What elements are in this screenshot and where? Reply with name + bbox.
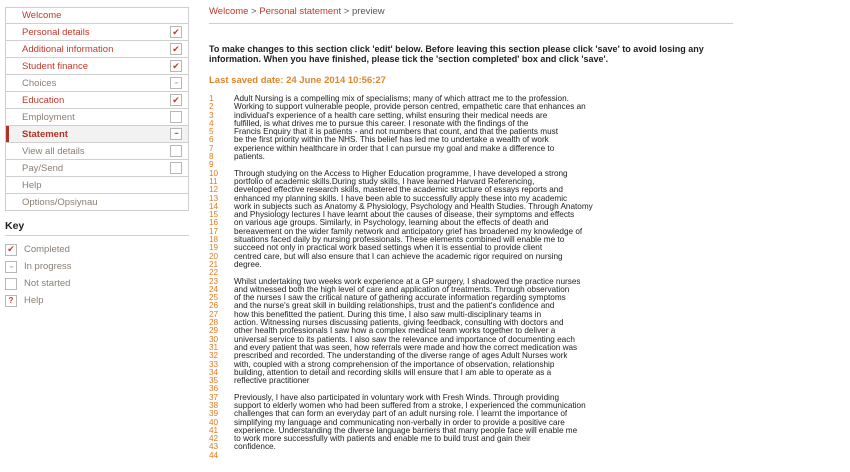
dots-icon: ∙∙∙ [5,261,17,273]
line-text: reflective practitioner [234,377,310,386]
key-item[interactable] [5,292,189,309]
breadcrumb-welcome-link[interactable]: Welcome [209,6,249,17]
line-text: and every patient that was seen, how referrals were made and how the correct medication was [234,343,578,352]
line-text: on various age groups. Similarly, in Psychology, learning about the effects of death and [234,219,549,228]
line-text: building, attention to detail and recording skills will ensure that I am able to operate as a [234,368,552,377]
line-number: 18 [209,235,219,245]
key-item-label: In progress [24,261,72,272]
sidebar-item-additional-information[interactable] [5,41,189,58]
sidebar-item-label: Help [22,179,42,191]
statement-line [209,253,733,261]
line-number: 14 [209,201,219,211]
line-text: prescribed and recorded. The understanding of the diverse range of ages Adult Nurses work [234,352,568,361]
statement-line [209,178,733,186]
status-key [5,220,189,309]
sidebar-nav [5,7,189,211]
sidebar-item-statement[interactable] [5,126,189,143]
line-text: other health professionals I saw how a complex medical team works together to deliver a [234,327,556,336]
statement-line [209,203,733,211]
line-number: 6 [209,135,214,145]
line-number: 17 [209,226,219,236]
line-text: Through studying on the Access to Higher Education programme, I have developed a strong [234,169,568,178]
statement-line [209,186,733,194]
line-text: be the first priority within the NHS. This belief has led me to undertake a wealth of work [234,136,549,145]
line-number: 20 [209,251,219,261]
statement-line [209,261,733,269]
sidebar-item-label: Education [22,94,65,106]
line-number: 10 [209,168,219,178]
statement-line [209,286,733,294]
sidebar-item-employment[interactable] [5,109,189,126]
line-number: 35 [209,376,219,386]
empty-box-icon [170,111,182,123]
key-item [5,241,189,258]
statement-line [209,120,733,128]
line-text: to work more successfully with patients and enable me to build trust and gain their [234,435,531,444]
sidebar-item-label: Welcome [22,10,62,21]
line-text: portfolio of academic skills.During study skills, I have learned Harvard Referencing, [234,177,535,186]
line-number: 4 [209,118,214,128]
statement-line [209,145,733,153]
statement-line [209,311,733,319]
sidebar-item-help[interactable] [5,177,189,194]
line-number: 15 [209,210,219,220]
line-number: 13 [209,193,219,203]
statement-line [209,385,733,393]
sidebar-item-pay-send[interactable] [5,160,189,177]
line-number: 27 [209,309,219,319]
line-text: Adult Nursing is a compelling mix of specialisms; many of which attract me to the profession. [234,95,569,103]
statement-line [209,278,733,286]
tick-icon: ✔ [170,60,182,72]
line-text: developed effective research skills, mastered the academic structure of essays reports and [234,186,563,195]
statement-line [209,161,733,169]
statement-line [209,394,733,402]
tick-icon: ✔ [170,94,182,106]
line-text: Francis Enquiry that it is patients - and not numbers that count, and that the patients must [234,128,559,137]
line-text: simplifying my language and communicating non-verbally in order to provide a positive care [234,418,565,427]
line-number: 37 [209,392,219,402]
line-text: experience within healthcare in order that I can pursue my goal and make a difference to [234,144,555,153]
line-text: experience. Understanding the diverse language barriers that many people face will enable me [234,426,578,435]
statement-line [209,236,733,244]
sidebar-item-label: Statement [22,128,68,140]
line-text: and Physiology lectures I have learnt about the causes of disease, their symptoms and effects [234,211,575,220]
tick-icon: ✔ [5,244,17,256]
tick-icon: ✔ [170,43,182,55]
line-number: 21 [209,259,219,269]
line-text: and the nurse's great skill in building relationships, trust and the patient's confidence and [234,302,555,311]
breadcrumb-personal-statement-link[interactable]: Personal statement [259,6,342,17]
statement-line [209,369,733,377]
line-number: 44 [209,450,219,460]
empty-box-icon [170,145,182,157]
sidebar-item-label: Choices [22,77,57,89]
statement-line [209,452,733,460]
key-item [5,275,189,292]
breadcrumb-current: preview [351,6,385,17]
key-item [5,258,189,275]
statement-line [209,103,733,111]
sidebar-item-label: Employment [22,111,75,123]
line-number: 42 [209,434,219,444]
line-number: 40 [209,417,219,427]
line-number: 31 [209,342,219,352]
statement-line [209,435,733,443]
line-number: 5 [209,127,214,137]
instructions-text: To make changes to this section click 'edit' below. Before leaving this section please click 'save' to avoid losing any information. When you have finished, please tick the 'section completed' box and click 'save'. [209,44,704,64]
line-number: 3 [209,110,214,120]
statement-line [209,95,733,103]
statement-line [209,170,733,178]
sidebar-item-personal-details[interactable] [5,24,189,41]
statement-line [209,302,733,310]
question-icon: ? [5,295,17,307]
statement-line [209,327,733,335]
line-number: 25 [209,293,219,303]
line-text: degree. [234,260,262,269]
line-text: succeed not only in practical work based settings when it is essential to provide client [234,244,543,253]
line-number: 7 [209,143,214,153]
sidebar-item-label: Student finance [22,60,89,72]
statement-line [209,419,733,427]
statement-line [209,443,733,451]
sidebar-item-label: Personal details [22,26,90,38]
line-text: with, coupled with a strong comprehension of the importance of observation, relationship [234,360,555,369]
statement-preview [209,95,733,460]
line-text: Whilst undertaking two weeks work experience at a GP surgery, I shadowed the practice nurses [234,277,581,286]
line-text: centred care, but will also ensure that I can achieve the academic rigor required on nursing [234,252,563,261]
line-number: 41 [209,425,219,435]
line-text: fulfilled, is what drives me to pursue this career. I resonate with the findings of the [234,119,529,128]
line-text: how this benefitted the patient. During this time, I also saw multi-disciplinary teams in [234,310,542,319]
line-text: support to elderly women who had been suffered from a stroke, I experienced the communication [234,401,586,410]
line-text: action. Witnessing nurses discussing patients, giving feedback, consulting with doctors and [234,319,564,328]
statement-line [209,319,733,327]
line-text: Previously, I have also participated in voluntary work with Fresh Winds. Through providing [234,393,560,402]
empty-box-icon [5,278,17,290]
key-item-label: Not started [24,278,71,289]
line-text: bereavement on the wider family network and anticipatory grief has broadened my knowledge of [234,227,583,236]
line-number: 2 [209,102,214,112]
sidebar-item-student-finance[interactable] [5,58,189,75]
line-number: 29 [209,326,219,336]
key-item-label: Completed [24,244,70,255]
line-number: 32 [209,351,219,361]
line-text: patients. [234,153,265,162]
sidebar-item-welcome[interactable] [5,7,189,24]
line-number: 8 [209,152,214,162]
line-number: 23 [209,276,219,286]
statement-line [209,244,733,252]
line-number: 19 [209,243,219,253]
main-content [209,6,733,460]
line-number: 28 [209,318,219,328]
sidebar-item-view-all-details[interactable] [5,143,189,160]
statement-line [209,344,733,352]
line-number: 33 [209,359,219,369]
line-text: Working to support vulnerable people, provide person centred, empathetic care that enhances an [234,103,586,112]
statement-line [209,128,733,136]
statement-line [209,211,733,219]
statement-line [209,294,733,302]
line-number: 22 [209,268,219,278]
line-text: challenges that can form an everyday part of an adult nursing role. I learnt the importance of [234,410,568,419]
line-text: of the nurses I saw the critical nature of gathering accurate information regarding symptoms [234,294,566,303]
statement-line [209,219,733,227]
statement-line [209,269,733,277]
sidebar-item-choices[interactable] [5,75,189,92]
sidebar-item-label: Additional information [22,43,114,55]
line-text: confidence. [234,443,276,452]
line-number: 24 [209,284,219,294]
line-number: 30 [209,334,219,344]
statement-line [209,402,733,410]
sidebar-item-label: View all details [22,145,85,157]
sidebar-item-label: Pay/Send [22,162,64,174]
breadcrumb-separator: > [248,6,260,17]
line-number: 1 [209,94,214,103]
statement-line [209,195,733,203]
statement-line [209,377,733,385]
dots-icon: ∙∙∙ [170,128,182,140]
statement-line [209,352,733,360]
breadcrumb [209,6,733,24]
breadcrumb-separator: > [341,6,352,17]
empty-box-icon [170,162,182,174]
line-number: 43 [209,442,219,452]
line-number: 11 [209,176,218,186]
sidebar-item-label: Options/Opsiynau [22,196,98,208]
dots-icon: ∙∙∙ [170,77,182,89]
line-number: 9 [209,160,214,170]
statement-line [209,336,733,344]
statement-line [209,361,733,369]
line-number: 36 [209,384,219,394]
last-saved-date: Last saved date: 24 June 2014 10:56:27 [209,75,386,86]
sidebar-item-options-opsiynau[interactable] [5,194,189,211]
tick-icon: ✔ [170,26,182,38]
statement-line [209,136,733,144]
line-number: 26 [209,301,219,311]
line-number: 34 [209,367,219,377]
statement-line [209,228,733,236]
line-text: and witnessed both the high level of care and application of treatments. Through observation [234,285,570,294]
key-item-label: Help [24,295,44,306]
line-text: enhanced my planning skills. I have been able to successfully apply these into my academic [234,194,568,203]
line-text: work in subjects such as Anatomy & Physiology, Psychology and Health Studies. Through Anatomy [234,202,593,211]
line-text: individual's experience of a health care setting, whilst ensuring their medical needs are [234,111,548,120]
statement-line [209,153,733,161]
line-number: 12 [209,185,219,195]
statement-line [209,112,733,120]
line-number: 16 [209,218,219,228]
key-title: Key [5,220,189,236]
line-text: situations faced daily by nursing professionals. These elements combined will enable me to [234,236,565,245]
statement-line [209,427,733,435]
statement-line [209,410,733,418]
sidebar-item-education[interactable] [5,92,189,109]
line-number: 39 [209,409,219,419]
line-text: universal service to its patients. I also saw the relevance and importance of documenting each [234,335,575,344]
line-number: 38 [209,400,219,410]
